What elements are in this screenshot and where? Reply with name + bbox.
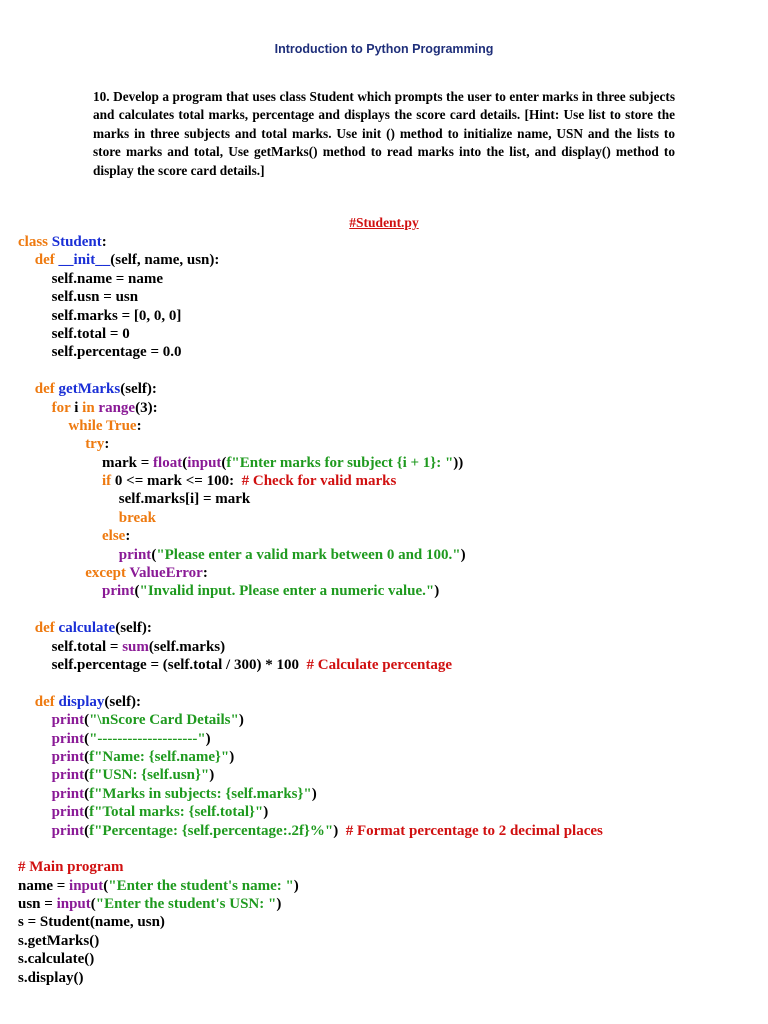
code-line bbox=[18, 766, 763, 784]
code-token: i bbox=[74, 399, 83, 416]
code-token: ) bbox=[460, 546, 466, 563]
code-line bbox=[18, 454, 763, 472]
code-token: __init__ bbox=[58, 252, 111, 269]
code-token: try bbox=[85, 436, 105, 453]
code-token: ( bbox=[151, 546, 157, 563]
code-token: s.getMarks() bbox=[18, 932, 100, 949]
code-token: print bbox=[51, 822, 85, 839]
code-token: def bbox=[34, 252, 59, 269]
code-token: self.total = bbox=[51, 638, 123, 655]
code-line bbox=[18, 288, 763, 306]
code-line bbox=[18, 785, 763, 803]
code-token: print bbox=[51, 730, 85, 747]
code-line bbox=[18, 251, 763, 269]
code-token: : bbox=[101, 234, 107, 250]
code-token: ( bbox=[84, 804, 90, 821]
code-line bbox=[18, 325, 763, 343]
code-token: calculate bbox=[58, 620, 116, 637]
code-token: print bbox=[118, 546, 152, 563]
code-token: print bbox=[51, 767, 85, 784]
code-token: in bbox=[82, 399, 99, 416]
code-token: # Calculate percentage bbox=[306, 656, 453, 673]
code-token: "Enter the student's USN: " bbox=[95, 896, 277, 913]
code-line bbox=[18, 435, 763, 453]
code-token: while True bbox=[68, 417, 137, 434]
code-token: self.percentage = (self.total / 300) * 100 bbox=[51, 656, 307, 673]
code-token: except bbox=[85, 565, 130, 582]
code-token: f"Total marks: {self.total}" bbox=[89, 804, 264, 821]
code-line bbox=[18, 913, 763, 931]
code-token: ) bbox=[333, 822, 346, 839]
code-token: self.marks = [0, 0, 0] bbox=[51, 307, 182, 324]
code-token: range bbox=[98, 399, 136, 416]
code-token: s = Student(name, usn) bbox=[18, 914, 165, 931]
code-token: def bbox=[34, 381, 59, 398]
code-token: name = bbox=[18, 877, 70, 894]
code-token: (self): bbox=[104, 693, 142, 710]
code-filename: #Student.py bbox=[349, 215, 419, 230]
code-line bbox=[18, 380, 763, 398]
code-token: : bbox=[202, 565, 208, 582]
code-line bbox=[18, 656, 763, 674]
code-token: (self.marks) bbox=[148, 638, 226, 655]
code-token: s.display() bbox=[18, 969, 84, 986]
code-token: ( bbox=[103, 877, 109, 894]
code-token: def bbox=[34, 693, 59, 710]
code-token: ( bbox=[84, 822, 90, 839]
page-header: Introduction to Python Programming bbox=[274, 42, 494, 56]
code-token: (3): bbox=[135, 399, 158, 416]
code-token: input bbox=[69, 877, 104, 894]
code-token: self.usn = usn bbox=[51, 289, 139, 306]
code-token: ( bbox=[84, 712, 90, 729]
code-line bbox=[18, 546, 763, 564]
code-token: display bbox=[58, 693, 105, 710]
code-token: )) bbox=[453, 454, 464, 471]
code-line bbox=[18, 509, 763, 527]
code-line bbox=[18, 362, 763, 380]
code-token: print bbox=[51, 712, 85, 729]
code-token: if bbox=[102, 473, 115, 490]
code-token: # Format percentage to 2 decimal places bbox=[345, 822, 603, 839]
code-token: input bbox=[56, 896, 91, 913]
code-token: for bbox=[51, 399, 75, 416]
code-token: ) bbox=[276, 896, 282, 913]
code-token: ( bbox=[84, 748, 90, 765]
code-line bbox=[18, 711, 763, 729]
code-token: ) bbox=[263, 804, 269, 821]
code-token: print bbox=[51, 748, 85, 765]
code-line bbox=[18, 969, 763, 987]
code-token: self.percentage = 0.0 bbox=[51, 344, 182, 361]
code-token: mark = bbox=[102, 454, 154, 471]
code-line bbox=[18, 950, 763, 968]
code-line bbox=[18, 527, 763, 545]
code-line bbox=[18, 858, 763, 876]
code-token: : bbox=[104, 436, 110, 453]
code-token: (self): bbox=[115, 620, 152, 637]
code-line bbox=[18, 564, 763, 582]
code-token: else bbox=[102, 528, 126, 545]
code-token: self.total = 0 bbox=[51, 325, 130, 342]
code-line bbox=[18, 399, 763, 417]
code-token: def bbox=[34, 620, 59, 637]
code-line bbox=[18, 417, 763, 435]
code-token: print bbox=[51, 804, 85, 821]
code-line bbox=[18, 895, 763, 913]
code-line bbox=[18, 877, 763, 895]
code-line bbox=[18, 822, 763, 840]
code-token: ( bbox=[182, 454, 188, 471]
code-token: f"Percentage: {self.percentage:.2f}%" bbox=[89, 822, 334, 839]
code-token: print bbox=[102, 583, 135, 600]
code-token: self.name = name bbox=[51, 270, 164, 287]
code-token: ) bbox=[229, 748, 235, 765]
code-line bbox=[18, 932, 763, 950]
code-token: : bbox=[125, 528, 131, 545]
code-token: ) bbox=[238, 712, 244, 729]
code-token: "Please enter a valid mark between 0 and 100." bbox=[156, 546, 461, 563]
code-line bbox=[18, 233, 763, 251]
code-token: "Invalid input. Please enter a numeric value." bbox=[139, 583, 435, 600]
code-token: ) bbox=[311, 785, 317, 802]
code-line bbox=[18, 674, 763, 692]
code-line bbox=[18, 748, 763, 766]
code-token: f"USN: {self.usn}" bbox=[89, 767, 210, 784]
code-token: sum bbox=[122, 638, 149, 655]
code-token: f"Name: {self.name}" bbox=[89, 748, 230, 765]
code-line bbox=[18, 472, 763, 490]
code-block bbox=[18, 233, 763, 987]
code-token: ( bbox=[221, 454, 227, 471]
code-token: ( bbox=[84, 785, 90, 802]
code-token: usn = bbox=[18, 896, 57, 913]
code-token: f"Marks in subjects: {self.marks}" bbox=[89, 785, 312, 802]
code-token: "\nScore Card Details" bbox=[89, 712, 239, 729]
code-token: ) bbox=[209, 767, 215, 784]
code-line bbox=[18, 619, 763, 637]
code-token: ) bbox=[434, 583, 440, 600]
code-line bbox=[18, 730, 763, 748]
code-token: class bbox=[18, 234, 52, 250]
code-token: print bbox=[51, 785, 85, 802]
code-token: s.calculate() bbox=[18, 951, 95, 968]
code-token: # Main program bbox=[18, 859, 124, 876]
code-token: ( bbox=[84, 730, 90, 747]
question-text: 10. Develop a program that uses class Student which prompts the user to enter marks in three subjects and calculates total marks, percentage and displays the score card details. [Hint: Use list to store the marks in three subjects and total marks. Use init () method to initialize name, USN and the lists to store marks and total, Use getMarks() method to read marks into the list, and display() method to display the score card details.] bbox=[93, 89, 675, 178]
code-token: ( bbox=[134, 583, 140, 600]
code-token: self.marks[i] = mark bbox=[118, 491, 251, 508]
code-token: getMarks bbox=[58, 381, 121, 398]
code-token: # Check for valid marks bbox=[241, 473, 397, 490]
code-token: (self, name, usn): bbox=[110, 252, 220, 269]
code-line bbox=[18, 803, 763, 821]
code-line bbox=[18, 601, 763, 619]
code-token: (self): bbox=[120, 381, 157, 398]
code-line bbox=[18, 307, 763, 325]
code-token: float bbox=[153, 454, 183, 471]
code-token: : bbox=[136, 417, 142, 434]
code-token: input bbox=[187, 454, 222, 471]
code-line bbox=[18, 270, 763, 288]
code-line bbox=[18, 343, 763, 361]
code-token: 0 <= mark <= 100: bbox=[114, 473, 242, 490]
code-token: ( bbox=[90, 896, 96, 913]
code-line bbox=[18, 638, 763, 656]
code-token: Student bbox=[51, 234, 102, 250]
code-line bbox=[18, 693, 763, 711]
code-token: ) bbox=[293, 877, 299, 894]
code-token: ) bbox=[205, 730, 211, 747]
code-token: "--------------------" bbox=[89, 730, 206, 747]
code-line bbox=[18, 490, 763, 508]
code-line bbox=[18, 840, 763, 858]
code-token: "Enter the student's name: " bbox=[108, 877, 294, 894]
code-token: break bbox=[118, 509, 157, 526]
code-token: ( bbox=[84, 767, 90, 784]
code-token: f"Enter marks for subject {i + 1}: " bbox=[226, 454, 454, 471]
code-line bbox=[18, 582, 763, 600]
code-token: ValueError bbox=[129, 565, 203, 582]
